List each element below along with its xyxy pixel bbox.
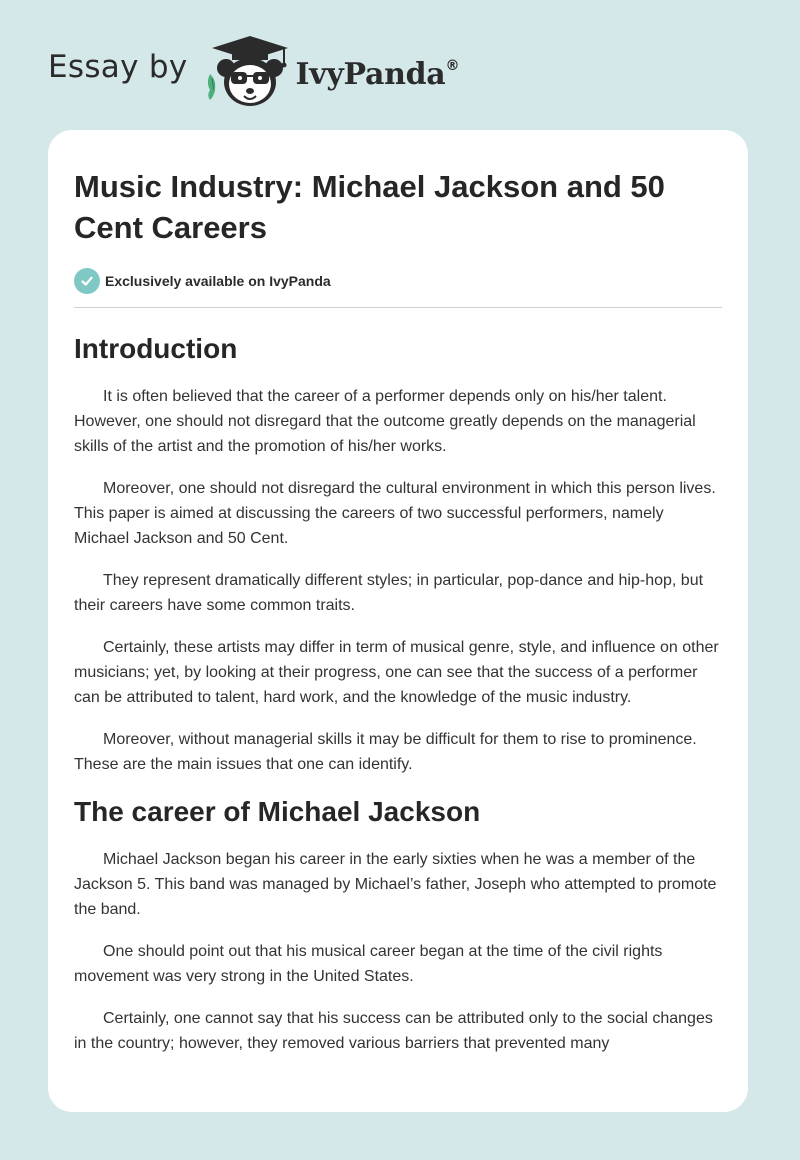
paragraph: Moreover, without managerial skills it may be difficult for them to rise to prominence. These are the main issues that one can identify. (74, 731, 697, 773)
section-heading: Introduction (74, 333, 238, 364)
paragraph: One should point out that his musical career began at the time of the civil rights movement was very strong in the United States. (74, 943, 663, 985)
brand-name[interactable]: IvyPanda® (295, 56, 460, 92)
section-introduction (74, 332, 722, 777)
check-icon (74, 268, 100, 294)
section-michael-jackson-career (74, 795, 722, 1056)
essay-by-label: Essay by (48, 49, 188, 85)
exclusive-badge (74, 267, 722, 295)
paragraph: Moreover, one should not disregard the cultural environment in which this person lives. This paper is aimed at discussing the careers of two successful performers, namely Michael Jackson and 50 Cent. (74, 480, 716, 547)
exclusive-badge-text: Exclusively available on IvyPanda (105, 273, 331, 289)
paragraph: It is often believed that the career of a performer depends only on his/her talent. However, one should not disregard that the outcome greatly depends on the managerial skills of the artist and the promotion of his/her works. (74, 388, 696, 455)
site-header (48, 34, 459, 110)
divider (74, 307, 722, 308)
paragraph: They represent dramatically different styles; in particular, pop-dance and hip-hop, but their careers have some common traits. (74, 572, 704, 614)
paragraph: Michael Jackson began his career in the early sixties when he was a member of the Jackson 5. This band was managed by Michael’s father, Joseph who attempted to promote the band. (74, 851, 717, 918)
registered-mark: ® (445, 57, 460, 74)
paragraph: Certainly, these artists may differ in term of musical genre, style, and influence on other musicians; yet, by looking at their progress, one can see that the success of a performer can be attributed to talent, hard work, and the knowledge of the music industry. (74, 639, 719, 706)
paragraph: Certainly, one cannot say that his success can be attributed only to the social changes in the country; however, they removed various barriers that prevented many (74, 1010, 713, 1052)
essay-card (48, 130, 748, 1112)
essay-title: Music Industry: Michael Jackson and 50 Cent Careers (74, 169, 665, 245)
section-heading: The career of Michael Jackson (74, 796, 481, 827)
panda-logo-icon[interactable] (204, 34, 294, 110)
